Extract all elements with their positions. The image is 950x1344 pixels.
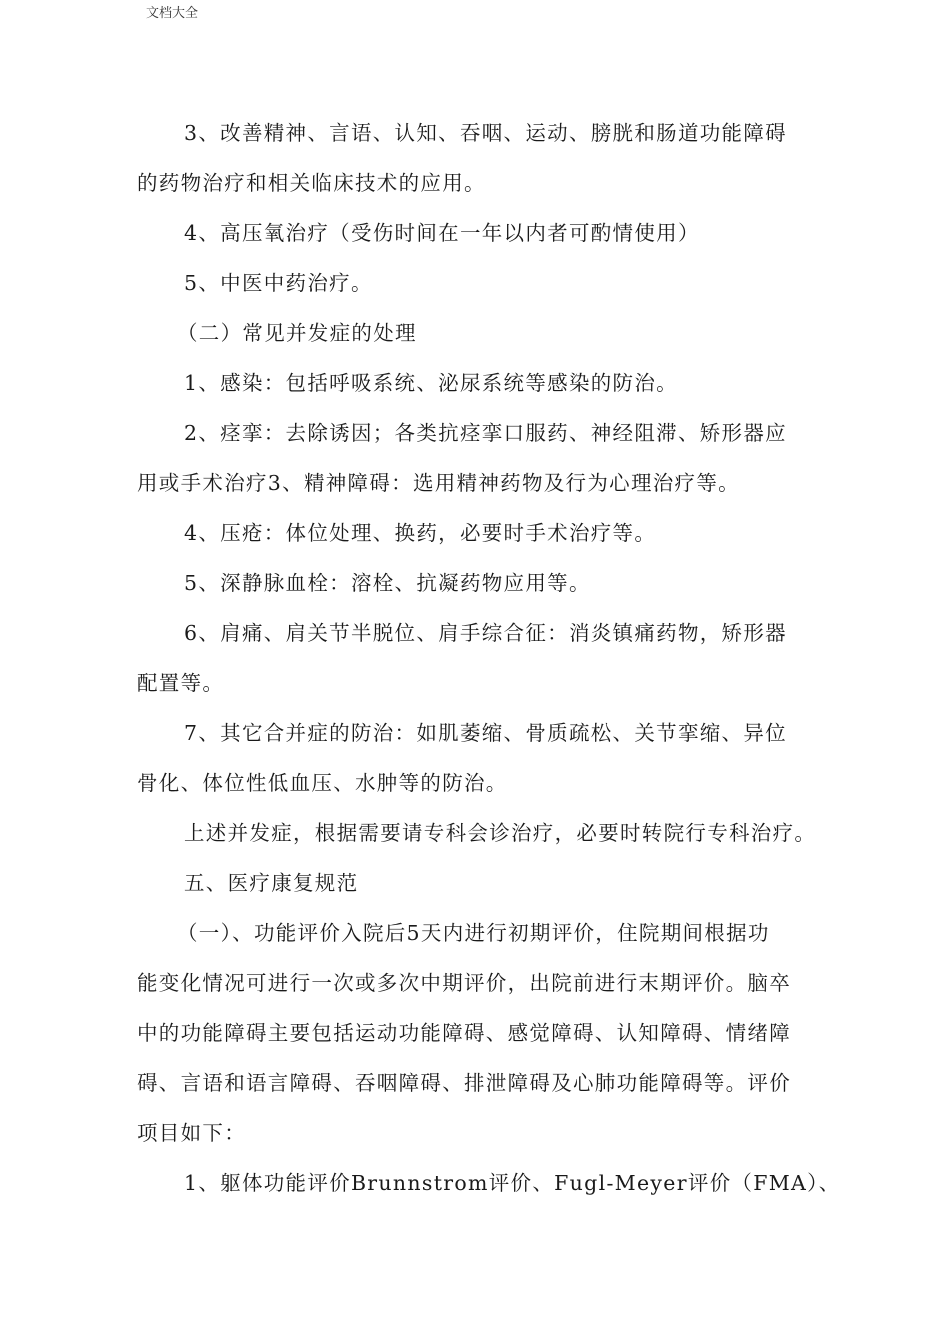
header-watermark: 文档大全 — [146, 6, 199, 21]
paragraph-line: 碍、言语和语言障碍、吞咽障碍、排泄障碍及心肺功能障碍等。评价 — [137, 1071, 791, 1095]
document-body — [137, 114, 841, 1214]
paragraph-line: 6、肩痛、肩关节半脱位、肩手综合征：消炎镇痛药物，矫形器 — [184, 621, 787, 645]
paragraph-line: 上述并发症，根据需要请专科会诊治疗，必要时转院行专科治疗。 — [184, 821, 817, 845]
paragraph-line: 的药物治疗和相关临床技术的应用。 — [137, 171, 486, 195]
paragraph-line: 用或手术治疗3、精神障碍：选用精神药物及行为心理治疗等。 — [137, 471, 740, 495]
paragraph-line: 5、深静脉血栓：溶栓、抗凝药物应用等。 — [184, 571, 591, 595]
paragraph-line: 骨化、体位性低血压、水肿等的防治。 — [137, 771, 508, 795]
section-heading: （二）常见并发症的处理 — [177, 321, 417, 345]
paragraph-line: 能变化情况可进行一次或多次中期评价，出院前进行末期评价。脑卒 — [137, 971, 791, 995]
paragraph-line: 中的功能障碍主要包括运动功能障碍、感觉障碍、认知障碍、情绪障 — [137, 1021, 791, 1045]
section-heading: 五、医疗康复规范 — [184, 871, 359, 895]
paragraph-line: 配置等。 — [137, 671, 225, 695]
paragraph-line: 1、躯体功能评价Brunnstrom评价、Fugl-Meyer评价（FMA）、 — [184, 1171, 841, 1195]
paragraph-line: 3、改善精神、言语、认知、吞咽、运动、膀胱和肠道功能障碍 — [184, 121, 787, 145]
paragraph-line: （一）、功能评价入院后5天内进行初期评价，住院期间根据功 — [177, 921, 770, 945]
paragraph-line: 项目如下： — [137, 1121, 246, 1145]
paragraph-line: 1、感染：包括呼吸系统、泌尿系统等感染的防治。 — [184, 371, 678, 395]
paragraph-line: 4、高压氧治疗（受伤时间在一年以内者可酌情使用） — [184, 221, 700, 245]
paragraph-line: 2、痉挛：去除诱因；各类抗痉挛口服药、神经阻滞、矫形器应 — [184, 421, 787, 445]
paragraph-line: 7、其它合并症的防治：如肌萎缩、骨质疏松、关节挛缩、异位 — [184, 721, 787, 745]
paragraph-line: 5、中医中药治疗。 — [184, 271, 373, 295]
paragraph-line: 4、压疮：体位处理、换药，必要时手术治疗等。 — [184, 521, 657, 545]
